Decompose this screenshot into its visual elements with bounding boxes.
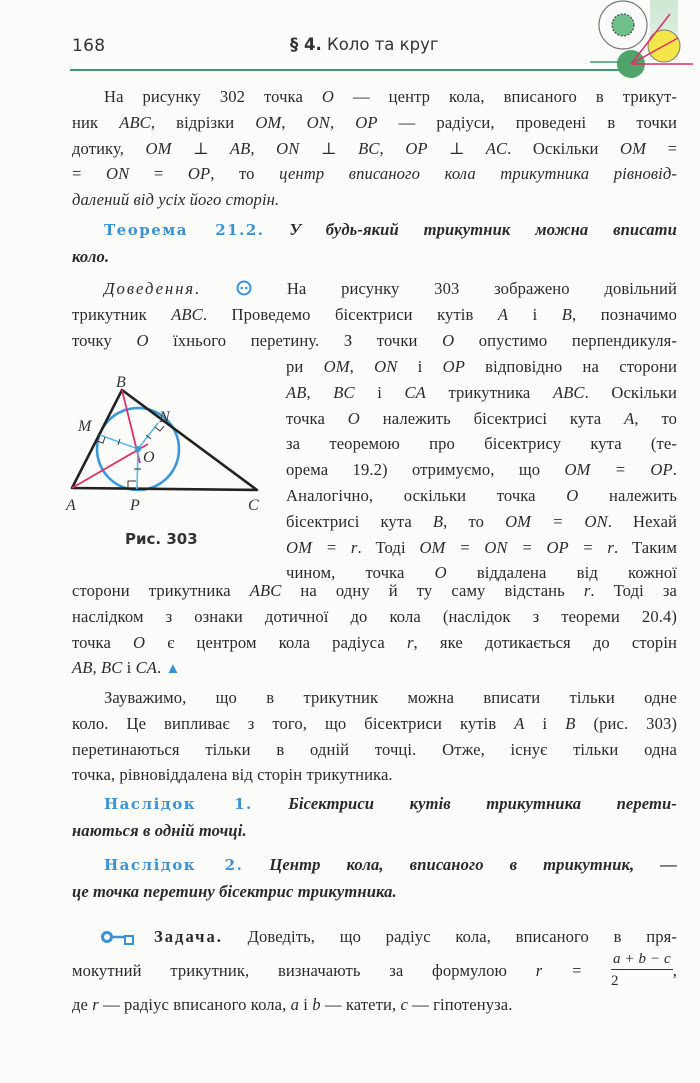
text-span: Аналогічно, оскільки точка bbox=[286, 485, 567, 505]
text-span: . Нехай bbox=[607, 511, 678, 531]
text-span: ABC bbox=[119, 112, 151, 132]
text-span: ник bbox=[72, 112, 120, 132]
text-span: Бісектриси кутів трикутника перети- bbox=[288, 794, 677, 813]
text-span: орема 19.2) отримуємо, що bbox=[286, 460, 565, 480]
text-span: , то bbox=[443, 511, 506, 531]
text-span: належить bbox=[578, 485, 677, 505]
section-title: Коло та круг bbox=[327, 35, 439, 54]
corollary-1-label: Наслідок 1. bbox=[104, 795, 253, 813]
text-span: де bbox=[72, 995, 93, 1014]
text-span: B bbox=[561, 304, 573, 324]
text-span: , bbox=[281, 112, 307, 132]
theorem-21-2 bbox=[72, 217, 677, 270]
text-span: , bbox=[329, 112, 356, 132]
text-span: O bbox=[133, 632, 146, 652]
text-span: У будь-який трикутник можна вписати bbox=[289, 220, 678, 239]
formula-lhs: r = bbox=[535, 961, 583, 980]
text-span: точка bbox=[72, 632, 134, 652]
text-span: OM = ON = OP = r bbox=[419, 537, 614, 557]
text-span: далений від усіх його сторін. bbox=[72, 190, 280, 210]
text-span: за теоремою про бісектрису кута (те- bbox=[286, 434, 677, 454]
text-span: ON bbox=[374, 357, 398, 376]
text-span: Зауважимо, що в трикутник можна вписати тільки одне bbox=[104, 688, 677, 707]
text-span: є центром кола радіуса bbox=[145, 632, 407, 652]
proof-start-icon bbox=[236, 280, 252, 296]
text-span: бісектрисі кута bbox=[286, 511, 433, 531]
text-span: Доведіть, що радіус кола, вписаного в пря- bbox=[247, 927, 677, 946]
proof-label: Доведення. bbox=[104, 279, 202, 298]
text-span: — центр кола, вписаного в трикут- bbox=[334, 87, 677, 106]
text-span: перетинаються тільки в одній точці. Отже, існує тільки одна bbox=[72, 739, 677, 759]
text-span: , позначимо bbox=[572, 304, 677, 324]
text-span: (рис. 303) bbox=[575, 713, 677, 733]
text-span: = bbox=[129, 164, 188, 184]
label-C: C bbox=[248, 497, 259, 514]
corollary-1 bbox=[72, 791, 677, 844]
label-B: B bbox=[116, 374, 126, 391]
text-span: коло. Це випливає з того, що бісектриси кутів bbox=[72, 713, 515, 733]
text-span: На рисунку 303 зображено довільний bbox=[286, 279, 677, 298]
text-span: і bbox=[397, 357, 443, 376]
text-span: OM bbox=[255, 112, 282, 132]
text-span: OP bbox=[355, 112, 378, 132]
corollary-2-label: Наслідок 2. bbox=[104, 856, 244, 874]
text-span: . Проведемо бісектриси кутів bbox=[202, 304, 498, 324]
text-span: Центр кола, вписаного в трикутник, — bbox=[269, 855, 678, 874]
text-span: і bbox=[299, 995, 313, 1014]
text-span: OP ⊥ AC bbox=[405, 138, 508, 158]
text-span: чином, точка bbox=[286, 563, 435, 583]
text-span: , то bbox=[210, 164, 280, 184]
text-span: ABC bbox=[552, 382, 585, 402]
proof-continuation bbox=[72, 578, 677, 683]
text-span: , bbox=[349, 357, 375, 376]
text-span: a bbox=[290, 995, 300, 1014]
text-span: , то bbox=[634, 408, 678, 428]
text-span: на одну й ту саму відстань bbox=[281, 581, 584, 600]
text-span: , bbox=[306, 382, 334, 402]
text-span: O bbox=[347, 408, 360, 428]
remark-paragraph bbox=[72, 685, 677, 788]
proof-end-icon: ▲ bbox=[165, 661, 181, 678]
text-span: дотику, bbox=[72, 138, 146, 158]
text-span: AB bbox=[286, 382, 307, 402]
text-span: = bbox=[72, 164, 107, 184]
text-span: ABC bbox=[249, 581, 282, 600]
text-span: мокутний трикутник, визначають за формулою bbox=[72, 961, 507, 980]
text-span: наються в одній точці. bbox=[72, 820, 247, 840]
text-span: і bbox=[354, 382, 405, 402]
text-span: точка, рівновіддалена від сторін трикутника. bbox=[72, 765, 393, 785]
text-span: сторони трикутника bbox=[72, 581, 250, 600]
text-span: c bbox=[400, 995, 408, 1014]
text-span: b bbox=[312, 995, 321, 1014]
text-span: — катети, bbox=[320, 995, 401, 1014]
text-span: OM ⊥ AB bbox=[145, 138, 251, 158]
formula-fraction bbox=[611, 949, 673, 992]
text-span: A bbox=[624, 408, 635, 428]
text-span: O bbox=[442, 330, 455, 350]
text-span: OM = ON bbox=[505, 511, 608, 531]
text-span: центр вписаного кола трикутника рівновід- bbox=[279, 164, 677, 184]
text-span: це точка перетину бісектрис трикутника. bbox=[72, 881, 397, 901]
text-span: їхнього перетину. З точки bbox=[148, 330, 443, 350]
text-span: = bbox=[646, 138, 678, 158]
section-header bbox=[290, 35, 439, 54]
text-span: точка bbox=[286, 408, 348, 428]
text-span: і bbox=[122, 658, 136, 678]
text-span: , bbox=[250, 138, 277, 158]
text-span: O bbox=[434, 563, 447, 583]
text-span: опустимо перпендикуля- bbox=[454, 330, 677, 350]
header-rule bbox=[70, 69, 642, 71]
text-span: . bbox=[157, 658, 166, 678]
text-span: ABC bbox=[171, 304, 203, 324]
text-span: , bbox=[379, 138, 406, 158]
text-span: OM = r bbox=[286, 537, 358, 557]
key-icon bbox=[100, 931, 140, 945]
text-span: O bbox=[136, 330, 149, 350]
text-span: A bbox=[514, 713, 525, 733]
text-span: і bbox=[508, 304, 562, 324]
proof-narrow-column bbox=[286, 354, 677, 586]
page-number: 168 bbox=[72, 36, 106, 56]
text-span: . Таким bbox=[613, 537, 678, 557]
corollary-2 bbox=[72, 852, 677, 905]
text-span: ON bbox=[106, 164, 130, 184]
text-span: OP bbox=[187, 164, 211, 184]
intro-paragraph bbox=[72, 84, 677, 213]
text-span: , відрізки bbox=[150, 112, 256, 132]
proof-paragraph bbox=[72, 276, 677, 353]
chapter-decoration-icon bbox=[590, 0, 700, 90]
text-span: r bbox=[406, 632, 414, 652]
text-span: AB bbox=[72, 658, 93, 678]
text-span: . Оскільки bbox=[507, 138, 621, 158]
text-span: CA bbox=[404, 382, 426, 402]
text-span: віддалена від кожної bbox=[446, 563, 677, 583]
text-span: точку bbox=[72, 330, 137, 350]
text-span: BC bbox=[333, 382, 355, 402]
text-span: — гіпотенуза. bbox=[407, 995, 513, 1014]
text-span: , яке дотикається до сторін bbox=[413, 632, 678, 652]
text-span: . Оскільки bbox=[584, 382, 677, 402]
text-span: — радіус вписаного кола, bbox=[98, 995, 291, 1014]
text-span: OP bbox=[442, 357, 465, 376]
label-N: N bbox=[159, 409, 170, 426]
task-label: Задача. bbox=[154, 927, 223, 946]
text-span: трикутник bbox=[72, 304, 172, 324]
label-O: O bbox=[143, 449, 155, 466]
text-span: . Тоді за bbox=[590, 581, 677, 600]
text-span: B bbox=[432, 511, 444, 531]
text-span: На рисунку 302 точка bbox=[104, 87, 322, 106]
text-span: — радіуси, проведені в точки bbox=[377, 112, 678, 132]
text-span: коло. bbox=[72, 246, 110, 266]
text-span: B bbox=[565, 713, 576, 733]
label-A: A bbox=[66, 497, 76, 514]
label-M: M bbox=[78, 418, 92, 435]
text-span: OM = OP bbox=[564, 460, 673, 480]
text-span: BC bbox=[100, 658, 123, 678]
label-P: P bbox=[130, 497, 140, 514]
theorem-label: Теорема 21.2. bbox=[104, 221, 265, 239]
text-span: . bbox=[672, 460, 677, 480]
text-span: O bbox=[566, 485, 579, 505]
text-span: , bbox=[92, 658, 101, 678]
text-span: і bbox=[524, 713, 566, 733]
text-span: ON ⊥ BC bbox=[276, 138, 380, 158]
text-span: трикутника bbox=[425, 382, 553, 402]
section-label: § 4. bbox=[290, 35, 322, 54]
text-span: r bbox=[92, 995, 99, 1014]
text-span: відповідно на сторони bbox=[464, 357, 677, 376]
text-span: A bbox=[497, 304, 509, 324]
text-span: O bbox=[321, 87, 334, 106]
text-span: наслідком з ознаки дотичної до кола (наслідок з теореми 20.4) bbox=[72, 606, 677, 626]
text-span: належить бісектрисі кута bbox=[359, 408, 625, 428]
text-span: r bbox=[583, 581, 591, 600]
text-span: a + b − c bbox=[611, 949, 673, 970]
text-span: ON bbox=[306, 112, 330, 132]
task-paragraph bbox=[72, 924, 677, 1018]
text-span: 2 bbox=[610, 972, 619, 989]
text-span: . Тоді bbox=[357, 537, 420, 557]
text-span: , bbox=[672, 961, 678, 980]
text-span: OM bbox=[620, 138, 647, 158]
text-span: OM bbox=[323, 357, 350, 376]
figure-caption: Рис. 303 bbox=[125, 530, 198, 548]
text-span: CA bbox=[135, 658, 158, 678]
text-span: ри bbox=[286, 357, 324, 376]
